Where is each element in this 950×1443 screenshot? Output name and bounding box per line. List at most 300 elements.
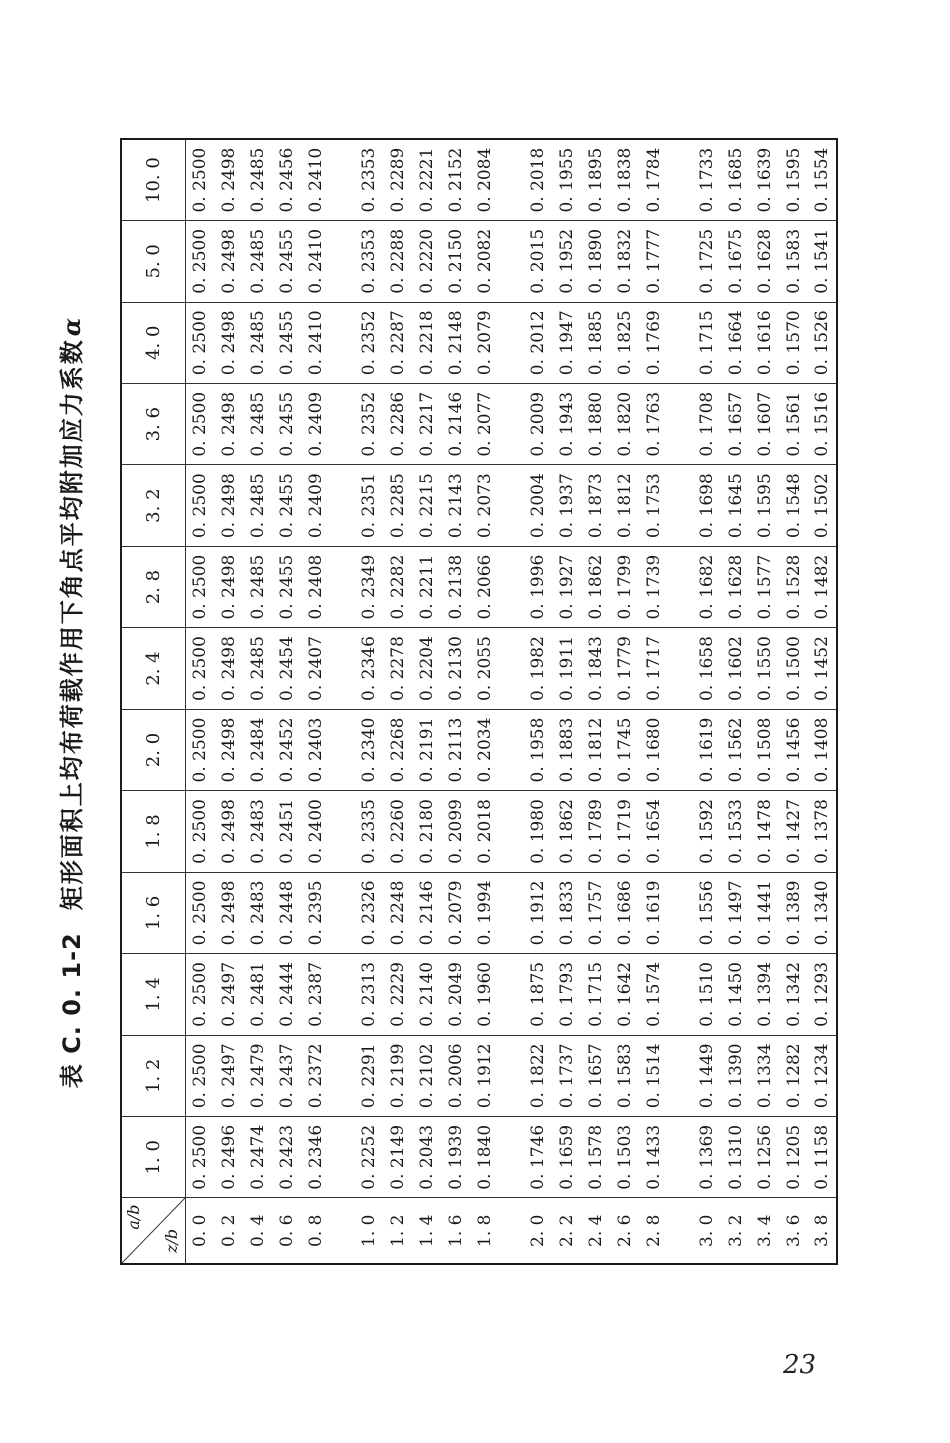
coefficient-table	[120, 138, 838, 1265]
table-cell: 0. 1685	[721, 139, 750, 220]
table-cell: 0. 2437	[272, 1035, 301, 1116]
column-header: 1. 8	[121, 791, 185, 872]
table-cell: 0. 1812	[610, 465, 639, 546]
table-cell: 0. 2498	[214, 628, 243, 709]
table-cell: 0. 2372	[301, 1035, 330, 1116]
table-cell: 0. 1822	[523, 1035, 552, 1116]
column-header: 10. 0	[121, 139, 185, 220]
table-cell: 0. 1578	[581, 1117, 610, 1198]
table-cell: 0. 2500	[185, 709, 214, 790]
table-cell: 0. 2497	[214, 1035, 243, 1116]
table-cell: 0. 2351	[354, 465, 383, 546]
table-cell: 0. 2498	[214, 546, 243, 627]
table-cell: 0. 1885	[581, 302, 610, 383]
table-cell: 0. 1456	[779, 709, 808, 790]
column-header: 1. 2	[121, 1035, 185, 1116]
table-cell: 0. 1628	[721, 546, 750, 627]
table-cell: 0. 1682	[692, 546, 721, 627]
table-cell: 0. 1497	[721, 872, 750, 953]
table-cell: 0. 1334	[750, 1035, 779, 1116]
table-cell: 0. 2485	[243, 221, 272, 302]
table-cell: 0. 2211	[412, 546, 441, 627]
table-cell: 0. 1502	[808, 465, 837, 546]
table-cell: 0. 2500	[185, 1035, 214, 1116]
table-cell: 0. 1583	[610, 1035, 639, 1116]
table-cell: 0. 1500	[779, 628, 808, 709]
table-cell: 0. 1533	[721, 791, 750, 872]
table-cell: 0. 1389	[779, 872, 808, 953]
table-cell: 0. 2452	[272, 709, 301, 790]
table-cell: 0. 2485	[243, 628, 272, 709]
table-cell: 0. 2221	[412, 139, 441, 220]
row-z-value: 1. 6	[441, 1198, 470, 1264]
column-header: 1. 4	[121, 954, 185, 1035]
row-z-value: 3. 0	[692, 1198, 721, 1264]
table-row	[383, 139, 412, 1264]
table-cell: 0. 1769	[639, 302, 668, 383]
table-cell: 0. 1698	[692, 465, 721, 546]
row-z-value: 1. 0	[354, 1198, 383, 1264]
row-z-value: 3. 8	[808, 1198, 837, 1264]
table-cell: 0. 2079	[470, 302, 499, 383]
row-z-value: 1. 2	[383, 1198, 412, 1264]
table-cell: 0. 2349	[354, 546, 383, 627]
table-cell: 0. 2352	[354, 383, 383, 464]
table-cell: 0. 2479	[243, 1035, 272, 1116]
table-cell: 0. 1577	[750, 546, 779, 627]
table-cell: 0. 2353	[354, 221, 383, 302]
table-cell: 0. 2403	[301, 709, 330, 790]
column-header: 1. 6	[121, 872, 185, 953]
table-row	[610, 139, 639, 1264]
table-cell: 0. 2485	[243, 546, 272, 627]
table-cell: 0. 1708	[692, 383, 721, 464]
table-cell: 0. 2055	[470, 628, 499, 709]
table-cell: 0. 2113	[441, 709, 470, 790]
column-header: 3. 2	[121, 465, 185, 546]
table-row	[185, 139, 214, 1264]
table-cell: 0. 1784	[639, 139, 668, 220]
table-cell: 0. 2410	[301, 221, 330, 302]
table-cell: 0. 2395	[301, 872, 330, 953]
rotated-table-page	[57, 140, 835, 1265]
table-cell: 0. 2326	[354, 872, 383, 953]
table-cell: 0. 1595	[779, 139, 808, 220]
table-cell: 0. 2287	[383, 302, 412, 383]
table-cell: 0. 1789	[581, 791, 610, 872]
row-z-value: 2. 8	[639, 1198, 668, 1264]
table-cell: 0. 1592	[692, 791, 721, 872]
table-cell: 0. 2034	[470, 709, 499, 790]
table-cell: 0. 2004	[523, 465, 552, 546]
table-row	[470, 139, 499, 1264]
table-cell: 0. 1342	[779, 954, 808, 1035]
table-row	[354, 139, 383, 1264]
table-cell: 0. 2220	[412, 221, 441, 302]
table-row	[808, 139, 837, 1264]
corner-header-cell	[121, 1198, 185, 1264]
table-cell: 0. 1840	[470, 1117, 499, 1198]
table-cell: 0. 1996	[523, 546, 552, 627]
row-z-value: 0. 4	[243, 1198, 272, 1264]
table-cell: 0. 1390	[721, 1035, 750, 1116]
table-cell: 0. 1452	[808, 628, 837, 709]
table-cell: 0. 2218	[412, 302, 441, 383]
table-cell: 0. 1508	[750, 709, 779, 790]
table-cell: 0. 2500	[185, 465, 214, 546]
table-cell: 0. 1205	[779, 1117, 808, 1198]
table-row	[779, 139, 808, 1264]
table-row	[721, 139, 750, 1264]
table-cell: 0. 1378	[808, 791, 837, 872]
table-cell: 0. 1757	[581, 872, 610, 953]
table-cell: 0. 1927	[552, 546, 581, 627]
table-cell: 0. 1680	[639, 709, 668, 790]
table-cell: 0. 2229	[383, 954, 412, 1035]
table-cell: 0. 2485	[243, 383, 272, 464]
row-z-value: 1. 4	[412, 1198, 441, 1264]
table-cell: 0. 2498	[214, 383, 243, 464]
table-cell: 0. 1256	[750, 1117, 779, 1198]
table-cell: 0. 2146	[441, 383, 470, 464]
table-row	[552, 139, 581, 1264]
group-spacer	[499, 139, 523, 1264]
table-cell: 0. 1958	[523, 709, 552, 790]
table-cell: 0. 2455	[272, 383, 301, 464]
table-cell: 0. 1561	[779, 383, 808, 464]
table-cell: 0. 2498	[214, 872, 243, 953]
table-cell: 0. 1880	[581, 383, 610, 464]
table-cell: 0. 2498	[214, 465, 243, 546]
table-cell: 0. 2199	[383, 1035, 412, 1116]
row-z-value: 0. 8	[301, 1198, 330, 1264]
table-cell: 0. 1947	[552, 302, 581, 383]
table-cell: 0. 2456	[272, 139, 301, 220]
table-cell: 0. 2102	[412, 1035, 441, 1116]
table-cell: 0. 2191	[412, 709, 441, 790]
table-cell: 0. 1449	[692, 1035, 721, 1116]
table-cell: 0. 2444	[272, 954, 301, 1035]
table-cell: 0. 1960	[470, 954, 499, 1035]
table-cell: 0. 1793	[552, 954, 581, 1035]
caption-symbol: α	[57, 316, 86, 337]
table-cell: 0. 2180	[412, 791, 441, 872]
table-cell: 0. 1516	[808, 383, 837, 464]
table-row	[750, 139, 779, 1264]
table-cell: 0. 1619	[692, 709, 721, 790]
table-cell: 0. 2150	[441, 221, 470, 302]
table-cell: 0. 1607	[750, 383, 779, 464]
table-cell: 0. 1937	[552, 465, 581, 546]
table-cell: 0. 1675	[721, 221, 750, 302]
table-cell: 0. 1574	[639, 954, 668, 1035]
table-cell: 0. 1548	[779, 465, 808, 546]
table-cell: 0. 1943	[552, 383, 581, 464]
table-cell: 0. 1510	[692, 954, 721, 1035]
table-cell: 0. 1658	[692, 628, 721, 709]
table-cell: 0. 1911	[552, 628, 581, 709]
column-header: 2. 4	[121, 628, 185, 709]
table-cell: 0. 2500	[185, 954, 214, 1035]
header-row	[121, 139, 185, 1264]
table-cell: 0. 2497	[214, 954, 243, 1035]
corner-label-z-b: z/b	[161, 1228, 181, 1253]
table-cell: 0. 2455	[272, 546, 301, 627]
table-cell: 0. 2146	[412, 872, 441, 953]
row-z-value: 2. 2	[552, 1198, 581, 1264]
table-cell: 0. 2138	[441, 546, 470, 627]
table-cell: 0. 1664	[721, 302, 750, 383]
corner-label-a-b: a/b	[124, 1204, 143, 1230]
table-cell: 0. 2455	[272, 221, 301, 302]
row-z-value: 0. 0	[185, 1198, 214, 1264]
table-cell: 0. 1310	[721, 1117, 750, 1198]
table-cell: 0. 1833	[552, 872, 581, 953]
table-cell: 0. 1526	[808, 302, 837, 383]
table-cell: 0. 1955	[552, 139, 581, 220]
table-cell: 0. 1912	[523, 872, 552, 953]
table-cell: 0. 2286	[383, 383, 412, 464]
table-cell: 0. 1478	[750, 791, 779, 872]
table-cell: 0. 2500	[185, 139, 214, 220]
table-cell: 0. 2500	[185, 791, 214, 872]
table-cell: 0. 1645	[721, 465, 750, 546]
table-cell: 0. 2079	[441, 872, 470, 953]
table-cell: 0. 2049	[441, 954, 470, 1035]
table-cell: 0. 1838	[610, 139, 639, 220]
table-cell: 0. 1541	[808, 221, 837, 302]
column-header: 2. 8	[121, 546, 185, 627]
table-cell: 0. 1745	[610, 709, 639, 790]
table-cell: 0. 1642	[610, 954, 639, 1035]
table-cell: 0. 1570	[779, 302, 808, 383]
table-cell: 0. 1779	[610, 628, 639, 709]
table-cell: 0. 1980	[523, 791, 552, 872]
table-cell: 0. 1812	[581, 709, 610, 790]
table-cell: 0. 2408	[301, 546, 330, 627]
row-z-value: 2. 6	[610, 1198, 639, 1264]
table-cell: 0. 1503	[610, 1117, 639, 1198]
table-cell: 0. 1895	[581, 139, 610, 220]
column-header: 1. 0	[121, 1117, 185, 1198]
table-cell: 0. 1562	[721, 709, 750, 790]
table-row	[639, 139, 668, 1264]
table-cell: 0. 2407	[301, 628, 330, 709]
table-cell: 0. 1746	[523, 1117, 552, 1198]
table-cell: 0. 1659	[552, 1117, 581, 1198]
row-z-value: 3. 6	[779, 1198, 808, 1264]
table-row	[523, 139, 552, 1264]
table-cell: 0. 2077	[470, 383, 499, 464]
table-cell: 0. 1282	[779, 1035, 808, 1116]
table-cell: 0. 1427	[779, 791, 808, 872]
table-cell: 0. 2500	[185, 383, 214, 464]
table-row	[301, 139, 330, 1264]
column-header: 2. 0	[121, 709, 185, 790]
table-cell: 0. 1832	[610, 221, 639, 302]
table-cell: 0. 2353	[354, 139, 383, 220]
table-cell: 0. 2500	[185, 872, 214, 953]
table-cell: 0. 1717	[639, 628, 668, 709]
table-row	[243, 139, 272, 1264]
row-z-value: 0. 2	[214, 1198, 243, 1264]
table-cell: 0. 1482	[808, 546, 837, 627]
table-cell: 0. 2282	[383, 546, 412, 627]
table-cell: 0. 1686	[610, 872, 639, 953]
group-spacer	[330, 139, 354, 1264]
table-cell: 0. 1875	[523, 954, 552, 1035]
table-cell: 0. 2288	[383, 221, 412, 302]
table-cell: 0. 1514	[639, 1035, 668, 1116]
table-row	[581, 139, 610, 1264]
table-cell: 0. 2285	[383, 465, 412, 546]
table-cell: 0. 2400	[301, 791, 330, 872]
table-cell: 0. 2423	[272, 1117, 301, 1198]
table-cell: 0. 2481	[243, 954, 272, 1035]
table-cell: 0. 2484	[243, 709, 272, 790]
table-cell: 0. 2260	[383, 791, 412, 872]
table-cell: 0. 2498	[214, 302, 243, 383]
group-spacer	[668, 139, 692, 1264]
table-cell: 0. 2140	[412, 954, 441, 1035]
table-cell: 0. 2448	[272, 872, 301, 953]
table-cell: 0. 1715	[692, 302, 721, 383]
table-cell: 0. 2073	[470, 465, 499, 546]
table-cell: 0. 1408	[808, 709, 837, 790]
table-cell: 0. 1763	[639, 383, 668, 464]
table-cell: 0. 1628	[750, 221, 779, 302]
table-cell: 0. 2346	[354, 628, 383, 709]
table-cell: 0. 1883	[552, 709, 581, 790]
table-cell: 0. 2498	[214, 221, 243, 302]
table-cell: 0. 1616	[750, 302, 779, 383]
table-cell: 0. 1994	[470, 872, 499, 953]
table-cell: 0. 1556	[692, 872, 721, 953]
table-cell: 0. 2204	[412, 628, 441, 709]
table-cell: 0. 1619	[639, 872, 668, 953]
table-cell: 0. 2409	[301, 465, 330, 546]
table-cell: 0. 2012	[523, 302, 552, 383]
table-cell: 0. 1657	[721, 383, 750, 464]
table-cell: 0. 2143	[441, 465, 470, 546]
column-header: 5. 0	[121, 221, 185, 302]
table-cell: 0. 2278	[383, 628, 412, 709]
table-cell: 0. 2500	[185, 546, 214, 627]
table-cell: 0. 2346	[301, 1117, 330, 1198]
table-cell: 0. 2252	[354, 1117, 383, 1198]
table-cell: 0. 1862	[581, 546, 610, 627]
table-cell: 0. 2500	[185, 1117, 214, 1198]
row-z-value: 2. 4	[581, 1198, 610, 1264]
table-cell: 0. 1939	[441, 1117, 470, 1198]
table-cell: 0. 1554	[808, 139, 837, 220]
table-cell: 0. 1733	[692, 139, 721, 220]
table-cell: 0. 1719	[610, 791, 639, 872]
table-cell: 0. 1293	[808, 954, 837, 1035]
table-cell: 0. 2496	[214, 1117, 243, 1198]
table-cell: 0. 1737	[552, 1035, 581, 1116]
table-cell: 0. 2018	[470, 791, 499, 872]
table-cell: 0. 2217	[412, 383, 441, 464]
table-cell: 0. 2006	[441, 1035, 470, 1116]
table-cell: 0. 1825	[610, 302, 639, 383]
table-cell: 0. 1158	[808, 1117, 837, 1198]
table-cell: 0. 2066	[470, 546, 499, 627]
table-cell: 0. 1952	[552, 221, 581, 302]
row-z-value: 1. 8	[470, 1198, 499, 1264]
table-cell: 0. 1595	[750, 465, 779, 546]
table-cell: 0. 2268	[383, 709, 412, 790]
table-cell: 0. 1843	[581, 628, 610, 709]
table-cell: 0. 2500	[185, 628, 214, 709]
table-cell: 0. 1340	[808, 872, 837, 953]
table-cell: 0. 2454	[272, 628, 301, 709]
table-cell: 0. 2352	[354, 302, 383, 383]
table-cell: 0. 2018	[523, 139, 552, 220]
table-row	[412, 139, 441, 1264]
table-cell: 0. 2409	[301, 383, 330, 464]
table-cell: 0. 2084	[470, 139, 499, 220]
table-cell: 0. 2152	[441, 139, 470, 220]
table-cell: 0. 2410	[301, 302, 330, 383]
table-cell: 0. 2289	[383, 139, 412, 220]
caption-title: 矩形面积上均布荷载作用下角点平均附加应力系数	[58, 338, 86, 911]
table-cell: 0. 1777	[639, 221, 668, 302]
column-header: 4. 0	[121, 302, 185, 383]
table-row	[441, 139, 470, 1264]
table-caption	[52, 140, 92, 1265]
table-cell: 0. 2340	[354, 709, 383, 790]
table-cell: 0. 2215	[412, 465, 441, 546]
table-row	[214, 139, 243, 1264]
table-cell: 0. 2498	[214, 791, 243, 872]
table-cell: 0. 1433	[639, 1117, 668, 1198]
table-cell: 0. 2149	[383, 1117, 412, 1198]
table-cell: 0. 2500	[185, 221, 214, 302]
row-z-value: 2. 0	[523, 1198, 552, 1264]
caption-number: 表 C. 0. 1-2	[58, 932, 86, 1089]
table-cell: 0. 1441	[750, 872, 779, 953]
table-cell: 0. 1739	[639, 546, 668, 627]
table-cell: 0. 2248	[383, 872, 412, 953]
table-cell: 0. 2015	[523, 221, 552, 302]
table-cell: 0. 2500	[185, 302, 214, 383]
table-cell: 0. 2148	[441, 302, 470, 383]
table-cell: 0. 2498	[214, 139, 243, 220]
table-cell: 0. 1654	[639, 791, 668, 872]
table-cell: 0. 1890	[581, 221, 610, 302]
table-cell: 0. 1912	[470, 1035, 499, 1116]
table-cell: 0. 2009	[523, 383, 552, 464]
table-cell: 0. 1602	[721, 628, 750, 709]
table-cell: 0. 1982	[523, 628, 552, 709]
table-cell: 0. 2455	[272, 302, 301, 383]
table-cell: 0. 1657	[581, 1035, 610, 1116]
table-cell: 0. 2043	[412, 1117, 441, 1198]
table-cell: 0. 2130	[441, 628, 470, 709]
table-cell: 0. 1799	[610, 546, 639, 627]
table-cell: 0. 1234	[808, 1035, 837, 1116]
table-cell: 0. 1583	[779, 221, 808, 302]
table-cell: 0. 2291	[354, 1035, 383, 1116]
table-cell: 0. 2335	[354, 791, 383, 872]
table-cell: 0. 2410	[301, 139, 330, 220]
row-z-value: 0. 6	[272, 1198, 301, 1264]
table-cell: 0. 2485	[243, 139, 272, 220]
column-header: 3. 6	[121, 383, 185, 464]
page-number: 23	[783, 1350, 817, 1380]
table-cell: 0. 1725	[692, 221, 721, 302]
